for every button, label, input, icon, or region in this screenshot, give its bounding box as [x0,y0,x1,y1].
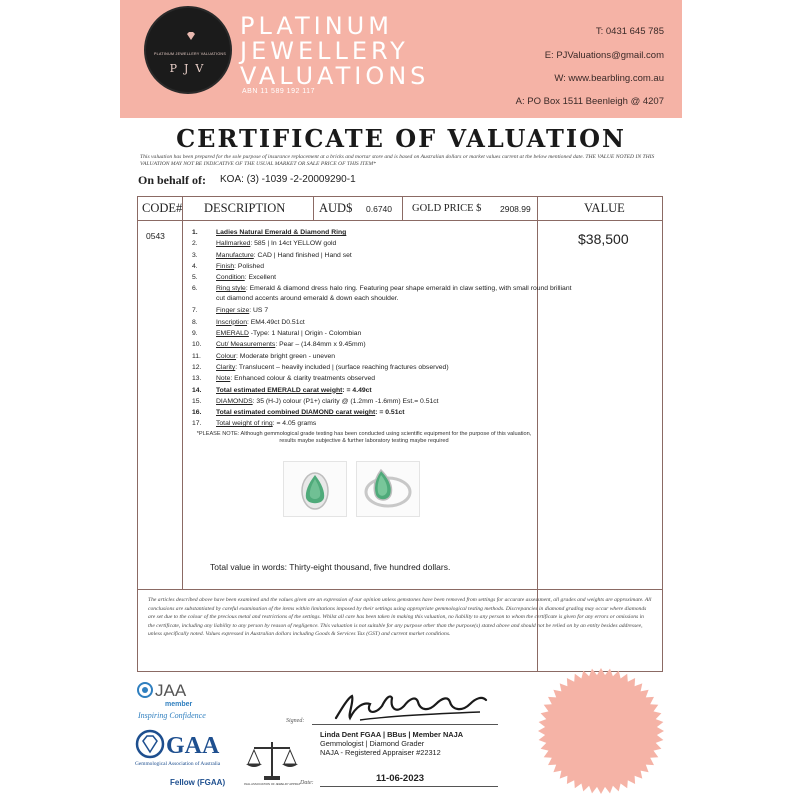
signature-line [312,724,498,725]
list-item: 14. Total estimated EMERALD carat weight: = 4.49ct [192,386,372,394]
abn-number: ABN 11 589 192 117 [242,88,315,95]
item-value: $38,500 [578,231,629,247]
list-item: 6. Ring style: Emerald & diamond dress halo ring. Featuring pear shape emerald in claw setting, with small round brilliant cut diamond accents around emerald & down each shoulder. [192,285,572,303]
list-item: 17. Total weight of ring: = 4.05 grams [192,420,317,428]
brand-line: JEWELLERY [240,37,409,65]
column-divider [402,197,403,221]
list-item: 7. Finger size: US 7 [192,307,269,315]
on-behalf-label: On behalf of: [138,173,207,187]
valuation-disclaimer: This valuation has been prepared for the sole purpose of insurance replacement at a bricks and mortar store and is based on Australian dollars or market values current at the below mentioned date. THE VALUE NOTED IN THIS VALUATION MAY NOT BE INDICATIVE OF THE USUAL MARKET OR SALE PRICE OF THIS ITEM* [140,154,655,167]
column-divider [313,197,314,221]
list-item: 8. Inscription: EM4.49ct D0.51ct [192,318,305,326]
column-header-value: VALUE [584,201,625,215]
logo-tagline: PLATINUM JEWELLERY VALUATIONS [153,52,227,56]
list-item: 3. Manufacture: CAD | Hand finished | Hand set [192,251,352,259]
column-header-code: CODE# [142,201,183,215]
list-item: 12. Clarity: Translucent – heavily included | (surface reaching fractures observed) [192,363,449,371]
svg-text:member: member [165,701,193,708]
date-line [320,786,498,787]
list-item: 1. Ladies Natural Emerald & Diamond Ring [192,229,347,236]
item-description-list [192,227,572,430]
list-item: 4. Finish: Polished [192,262,264,270]
brand-line: PLATINUM [240,12,393,40]
on-behalf-of [138,173,356,188]
list-item: 2. Hallmarked: 585 | In 14ct YELLOW gold [192,240,337,248]
gaa-fellow-logo [134,728,234,790]
svg-text:Inspiring Confidence: Inspiring Confidence [138,711,206,720]
valuation-table [137,196,663,672]
table-header-row [138,197,662,221]
signed-label: Signed: [286,718,305,724]
ring-photo-side [356,461,420,517]
contact-address: A: PO Box 1511 Beenleigh @ 4207 [515,96,664,107]
on-behalf-value: KOA: (3) -1039 -2-20009290-1 [220,174,356,185]
svg-text:JAA: JAA [155,681,187,700]
contact-website[interactable]: W: www.bearbling.com.au [554,73,664,84]
diamond-icon [186,32,196,40]
date-label: Date: [300,780,314,786]
list-item: 9. EMERALD -Type: 1 Natural | Origin - Colombian [192,330,362,338]
svg-text:GAA: GAA [166,733,220,759]
company-logo [144,6,232,94]
total-value-words: Total value in words: Thirty-eight thousand, five hundred dollars. [210,562,451,572]
list-item: 16. Total estimated combined DIAMOND carat weight: = 0.51ct [192,409,405,417]
jaa-member-logo [136,680,216,722]
brand-line: VALUATIONS [240,62,430,90]
certificate-seal [536,666,666,796]
contact-phone: T: 0431 645 785 [595,26,664,37]
page-title: CERTIFICATE OF VALUATION [176,124,626,153]
item-code: 0543 [146,231,165,241]
list-item: 11. Colour: Moderate bright green - uneven [192,352,336,360]
aud-value: 0.6740 [366,204,392,214]
logo-letters: PJV [169,62,211,75]
valuer-title: Gemmologist | Diamond Grader [320,739,425,749]
gold-price-label: GOLD PRICE $ [412,203,482,214]
valuer-name: Linda Dent FGAA | BBus | Member NAJA [320,730,464,739]
list-item: 15. DIAMONDS: 35 (H-J) colour (P1+) clarity @ (1.2mm -1.6mm) Est.= 0.51ct [192,397,439,405]
valuation-date: 11-06-2023 [376,773,425,784]
valuer-details [320,730,463,758]
aud-label: AUD$ [319,201,353,215]
svg-text:NATIONAL ASSOCIATION OF JEWELR: ONAL ASSOCIATION OF JEWELRY APPRA [244,782,299,786]
valuation-terms: The articles described above have been examined and the values given are an expression of our opinion unless gemstones have been removed from settings for accurate assessment, all grades and weights are approximate. All conclusions are substantiated by careful examination of the items within limitations imposed by their settings using appropriate gemmological testing methods. Discrepancies in diamond grading may occur where diamonds are set due to the colour of the precious metal and restrictions of the settings. Whilst all care has been taken in making this valuation, no liability to any person to whom the certificate is given for any errors or omissions in the certificate, including any liability to any person by reason of negligence. This valuation is not suitable for any purpose other than the purpose(s) stated above and should not be relied on by an entity besides addressee, unless specifically noted. Values expressed in Australian dollars including Goods & Services Tax (GST) and current market conditions. [138,589,662,671]
naja-logo [244,736,300,792]
valuer-registration: NAJA - Registered Appraiser #22312 [320,748,441,758]
list-item: 5. Condition: Excellent [192,274,277,282]
list-item: 10. Cut/ Measurements: Pear – (14.84mm x 9.45mm) [192,341,366,349]
testing-note: *PLEASE NOTE: Although gemmological grade testing has been conducted using scientific equipment for the purpose of this valuation, results maybe subjective & further laboratory testing maybe required [196,431,532,444]
brand-name [240,14,429,89]
gold-price-value: 2908.99 [500,204,531,214]
ring-photo-front [283,461,347,517]
column-header-description: DESCRIPTION [204,201,286,215]
column-divider [182,197,183,589]
contact-email[interactable]: E: PJValuations@gmail.com [544,50,664,61]
svg-text:Fellow (FGAA): Fellow (FGAA) [170,778,226,787]
svg-text:Gemmological Association of Au: Gemmological Association of Australia [135,761,221,767]
list-item: 13. Note: Enhanced colour & clarity treatments observed [192,375,376,383]
